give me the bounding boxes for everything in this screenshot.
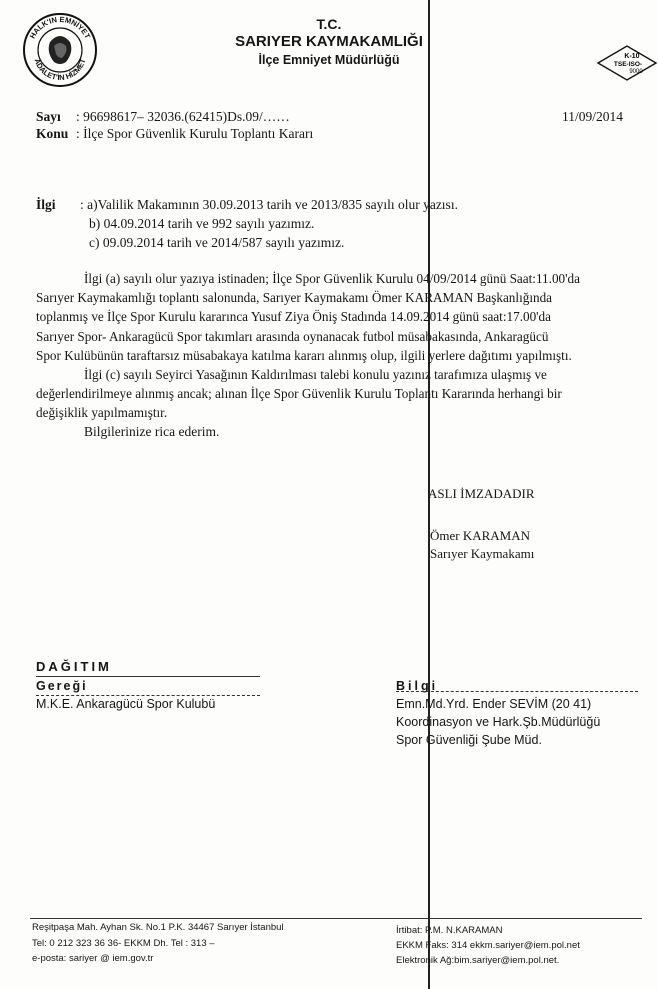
ilgi-item-a: : a)Valilik Makamının 30.09.2013 tarih ve 2013/835 sayılı olur yazısı. <box>80 197 458 212</box>
footer-rule <box>30 918 642 919</box>
bilgi-item: Emn.Md.Yrd. Ender SEVİM (20 41) <box>396 697 592 711</box>
seal-top-text: HALK'IN EMNİYET <box>27 14 93 41</box>
ilgi-item-c: c) 09.09.2014 tarih ve 2014/587 sayılı yazımız. <box>89 235 345 250</box>
closing-line: Bilgilerinize rica ederim. <box>84 424 220 439</box>
footer-email: e-posta: sariyer @ iem.gov.tr <box>32 953 154 964</box>
tse-top-text: K-10 <box>624 53 640 60</box>
footer-address: Reşitpaşa Mah. Ayhan Sk. No.1 P.K. 34467 Sarıyer İstanbul <box>32 922 284 933</box>
gereği-label: Gereği <box>36 679 88 693</box>
body-line: İlgi (a) sayılı olur yazıya istinaden; İlçe Spor Güvenlik Kurulu 04/09/2014 günü Saat:11.00'da <box>84 271 580 286</box>
body-paragraph-2 <box>36 365 622 423</box>
header-tc: T.C. <box>316 16 342 32</box>
body-paragraph-1 <box>36 269 622 365</box>
body-line: Spor Kulübünün taraftarsız müsabakaya katılma kararı alınmış olup, ilgili yerlere dağıtımı yapılmıştı. <box>36 347 572 363</box>
bilgi-item: Koordinasyon ve Hark.Şb.Müdürlüğü <box>396 715 601 729</box>
tse-bottom-text: 9000 <box>629 69 643 75</box>
bilgi-item: Spor Güvenliği Şube Müd. <box>396 733 542 747</box>
signatory-title: Sarıyer Kaymakamı <box>430 546 535 561</box>
body-line: toplanmış ve İlçe Spor Kurulu kararınca Yusuf Ziya Öniş Stadında 14.09.2014 günü saat:17.00'da <box>36 309 551 325</box>
document-date: 11/09/2014 <box>562 109 624 124</box>
konu-value: : İlçe Spor Güvenlik Kurulu Toplantı Kararı <box>76 126 314 141</box>
ilgi-label: İlgi <box>36 197 56 212</box>
seal-bottom-text: ADALET'İN HİZMET <box>32 57 88 83</box>
distribution-heading: DAĞITIM <box>36 659 112 674</box>
header-department: İlçe Emniyet Müdürlüğü <box>258 53 400 67</box>
signature-status: ASLI İMZADADIR <box>428 486 535 501</box>
distribution-underline <box>36 676 260 677</box>
gereği-underline <box>36 695 260 696</box>
sayi-label: Sayı <box>36 109 61 124</box>
body-line: değişiklik yapılmamıştır. <box>36 405 168 421</box>
footer-contact: İrtibat: P.M. N.KARAMAN <box>396 925 503 936</box>
footer-phone: Tel: 0 212 323 36 36- EKKM Dh. Tel : 313 – <box>32 938 215 949</box>
footer-network: Elektronik Ağ:bim.sariyer@iem.pol.net. <box>396 955 560 966</box>
body-line: Sarıyer Spor- Ankaragücü Spor takımları arasında oynanacak futbol müsabakasında, Ankaragücü <box>36 328 549 344</box>
bilgi-label: Bilgi <box>396 679 439 693</box>
header-office: SARIYER KAYMAKAMLIĞI <box>235 33 423 50</box>
body-line: değerlendirilmeye alınmış ancak; alınan İlçe Spor Güvenlik Kurulu Toplantı Kararında herhangi bir <box>36 386 562 402</box>
ilgi-item-b: b) 04.09.2014 tarih ve 992 sayılı yazımız. <box>89 216 315 231</box>
bilgi-underline <box>396 691 638 692</box>
body-line: Sarıyer Kaymakamlığı toplantı salonunda, Sarıyer Kaymakamı Ömer KARAMAN Başkanlığında <box>36 290 553 306</box>
body-line: İlgi (c) sayılı Seyirci Yasağının Kaldırılması talebi konulu yazınız tarafımıza ulaşmış ve <box>84 367 547 382</box>
gereği-item: M.K.E. Ankaragücü Spor Kulubü <box>36 697 216 711</box>
tse-middle-text: TSE-ISO- <box>613 61 643 68</box>
footer-fax: EKKM Faks: 314 ekkm.sariyer@iem.pol.net <box>396 940 580 951</box>
signatory-name: Ömer KARAMAN <box>430 528 531 543</box>
sayi-value: : 96698617– 32036.(62415)Ds.09/…… <box>76 109 290 124</box>
konu-label: Konu <box>36 126 69 141</box>
